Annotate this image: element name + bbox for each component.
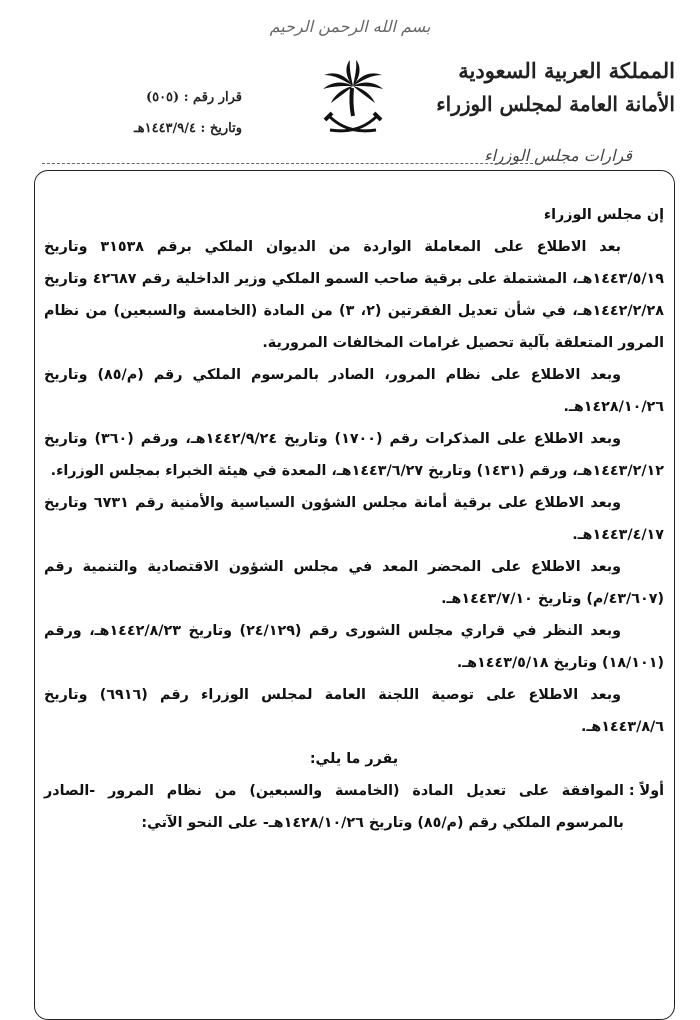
series-title: قرارات مجلس الوزراء <box>484 146 632 165</box>
intro-heading: إن مجلس الوزراء <box>543 207 664 223</box>
palm-and-crossed-swords-emblem-icon <box>317 58 389 144</box>
basmala: بسم الله الرحمن الرحيم <box>269 17 431 36</box>
paragraph-2: وبعد الاطلاع على نظام المرور، الصادر بالمرسوم الملكي رقم (م/٨٥) وتاريخ ١٤٢٨/١٠/٢٦هـ. <box>44 367 664 415</box>
decision-heading: يقرر ما يلي: <box>309 751 399 767</box>
decision-item-1 <box>44 775 664 839</box>
decision-date: وتاريخ : ١٤٤٣/٩/٤هـ <box>133 121 242 136</box>
decision-item-number: أولاً : <box>628 783 664 799</box>
decision-number: قرار رقم : (٥٠٥) <box>145 90 242 105</box>
paragraph-7: وبعد الاطلاع على توصية اللجنة العامة لمجلس الوزراء رقم (٦٩١٦) وتاريخ ١٤٤٣/٨/٦هـ. <box>44 687 664 735</box>
paragraph-3: وبعد الاطلاع على المذكرات رقم (١٧٠٠) وتاريخ ١٤٤٢/٩/٢٤هـ، ورقم (٣٦٠) وتاريخ ١٤٤٣/٢/١٢هـ، ورقم (١٤٣١) وتاريخ ١٤٤٣/٦/٢٧هـ، المعدة في هيئة الخبراء بمجلس الوزراء. <box>44 431 664 479</box>
series-divider <box>42 163 538 164</box>
decision-item-text: الموافقة على تعديل المادة (الخامسة والسبعين) من نظام المرور -الصادر بالمرسوم الملكي رقم (م/٨٥) وتاريخ ١٤٢٨/١٠/٢٦هـ- على النحو الآتي: <box>44 783 624 831</box>
secretariat-heading: الأمانة العامة لمجلس الوزراء <box>436 92 675 116</box>
kingdom-heading: المملكة العربية السعودية <box>458 58 675 83</box>
paragraph-5: وبعد الاطلاع على المحضر المعد في مجلس الشؤون الاقتصادية والتنمية رقم (٤٣/٦٠٧/م) وتاريخ ١٤٤٣/٧/١٠هـ. <box>44 559 664 607</box>
paragraph-1: بعد الاطلاع على المعاملة الواردة من الديوان الملكي برقم ٣١٥٣٨ وتاريخ ١٤٤٣/٥/١٩هـ، المشتملة على برقية صاحب السمو الملكي وزير الداخلية رقم ٤٢٦٨٧ وتاريخ ١٤٤٢/٢/٢٨هـ، في شأن تعديل الفقرتين (٢، ٣) من المادة (الخامسة والسبعين) من نظام المرور المتعلقة بآلية تحصيل غرامات المخالفات المرورية. <box>44 239 664 351</box>
paragraph-4: وبعد الاطلاع على برقية أمانة مجلس الشؤون السياسية والأمنية رقم ٦٧٣١ وتاريخ ١٤٤٣/٤/١٧هـ. <box>44 495 664 543</box>
paragraph-6: وبعد النظر في قراري مجلس الشورى رقم (٢٤/١٢٩) وتاريخ ١٤٤٢/٨/٢٣هـ، ورقم (١٨/١٠١) وتاريخ ١٤٤٣/٥/١٨هـ. <box>44 623 664 671</box>
decision-body <box>44 199 664 839</box>
